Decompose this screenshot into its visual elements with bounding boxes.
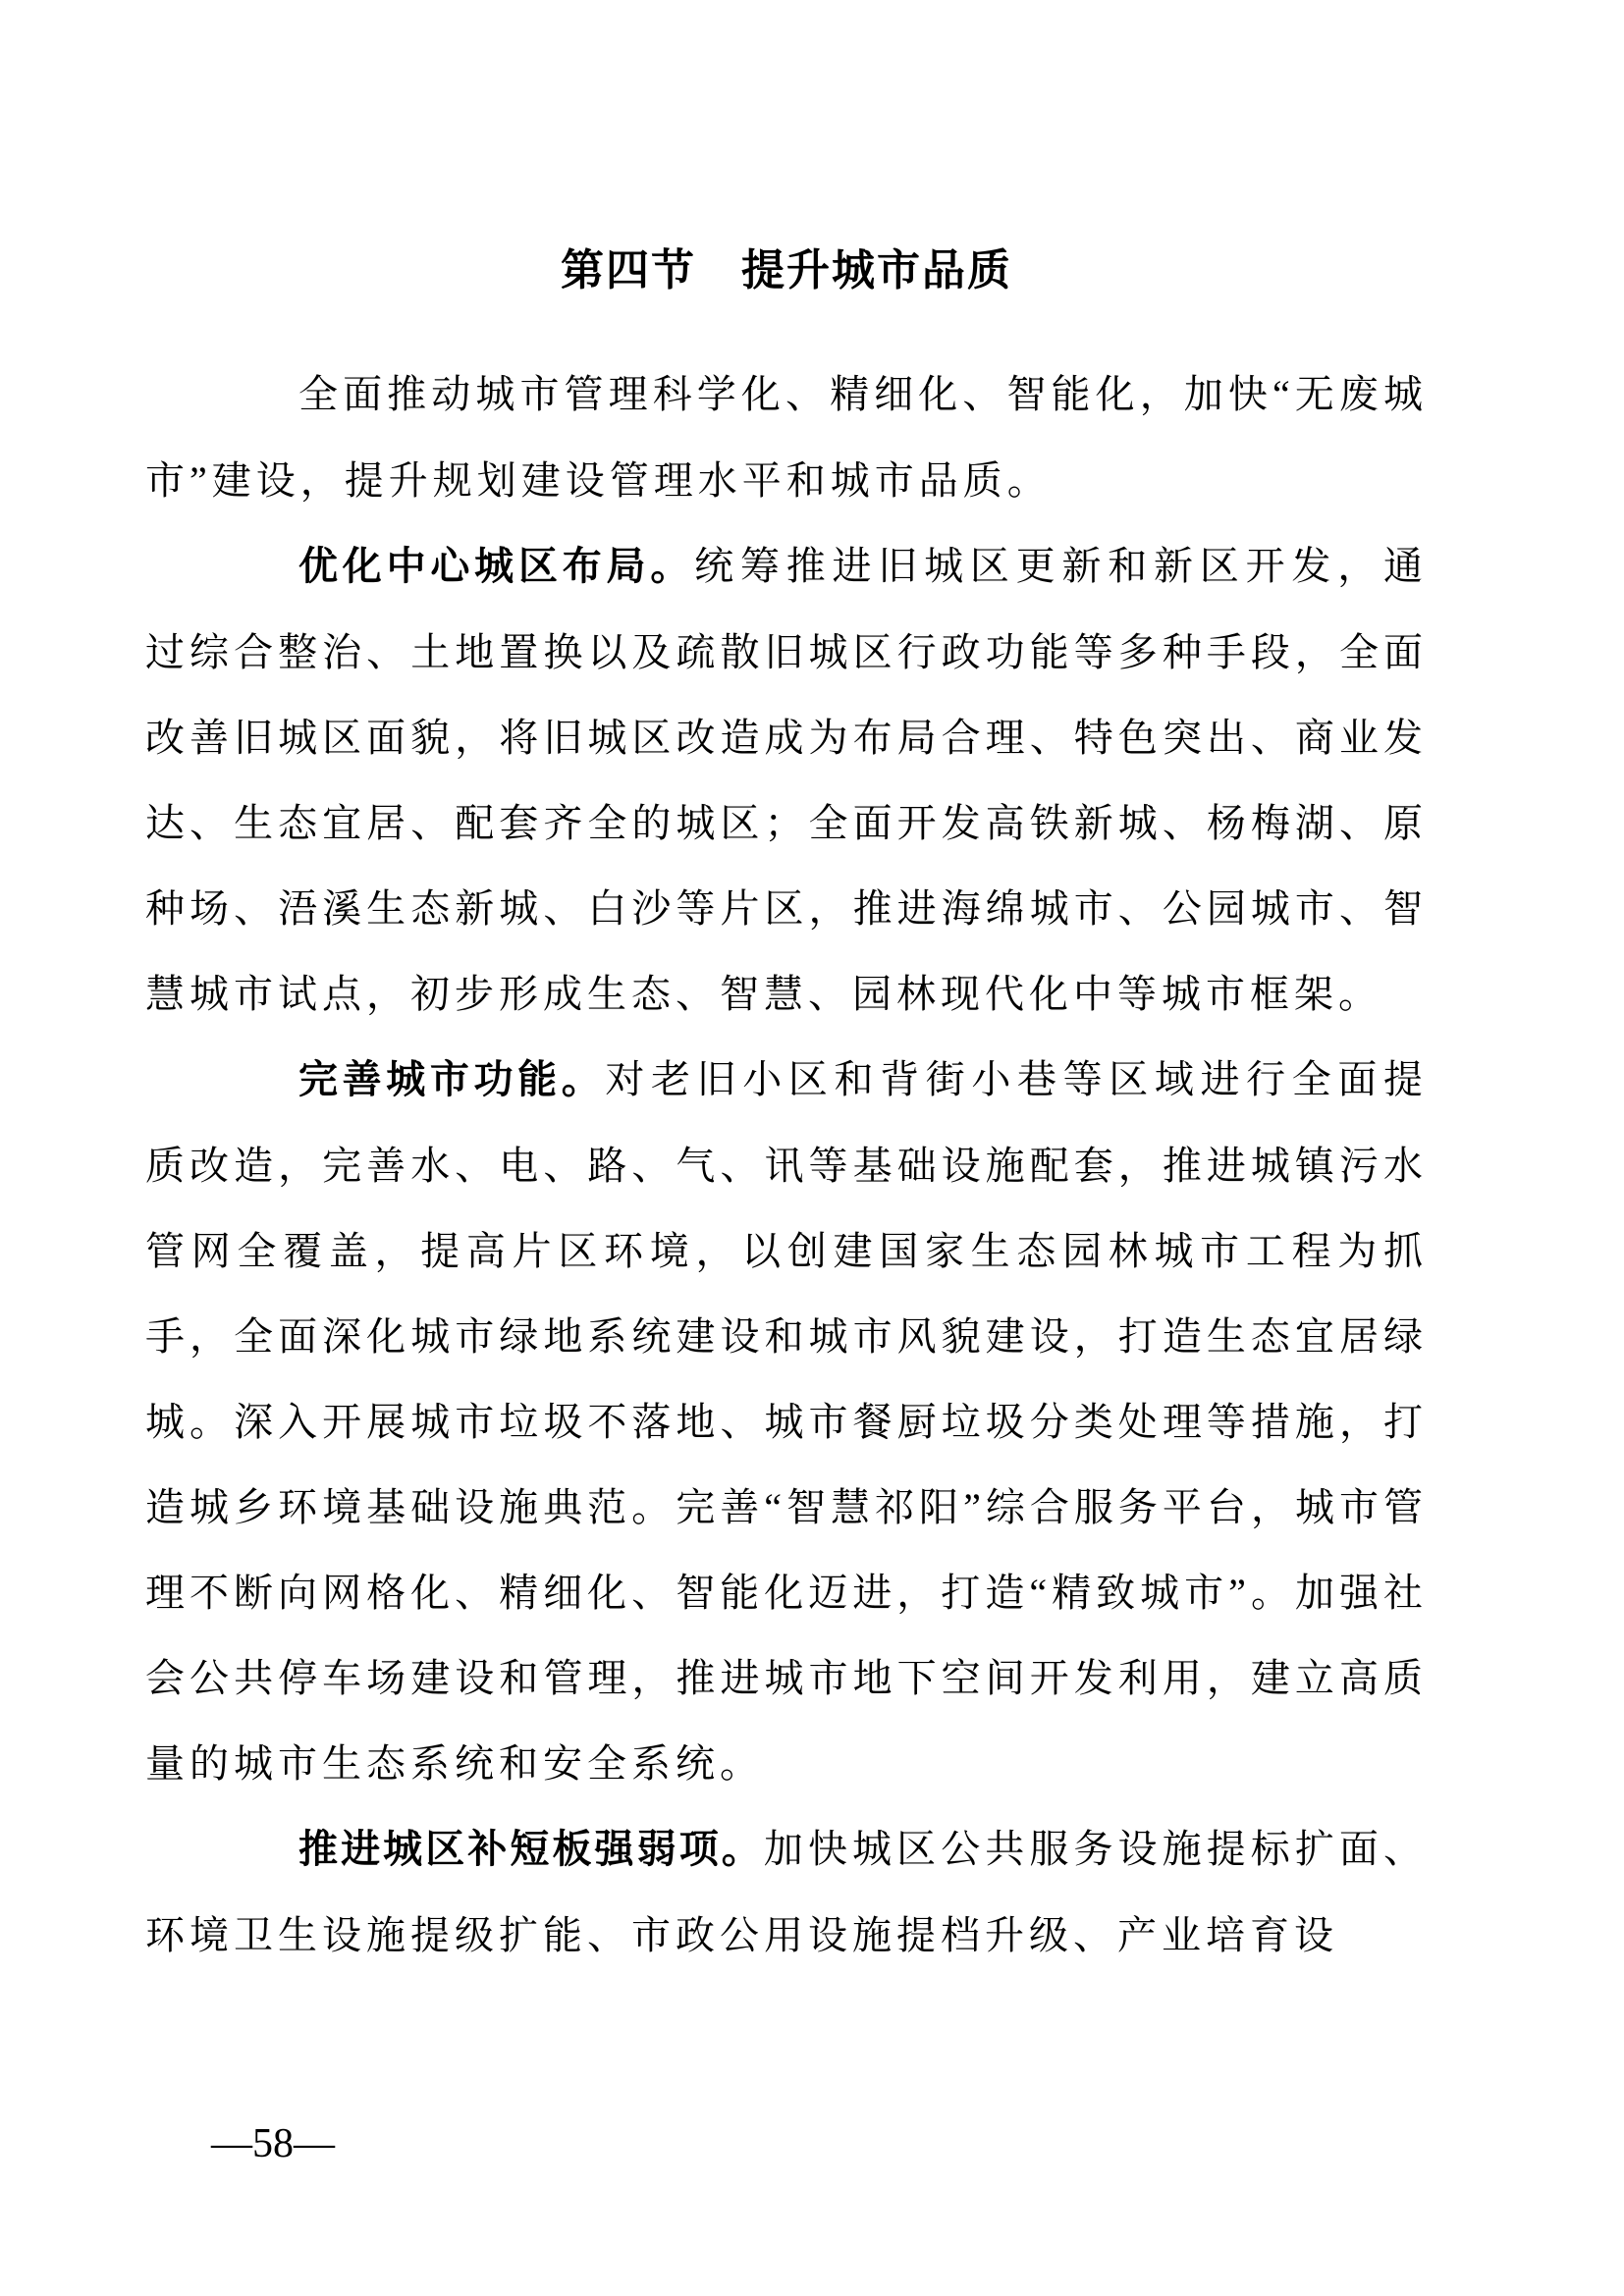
paragraph — [145, 351, 1428, 523]
section-title: 第四节 提升城市品质 — [561, 246, 1012, 294]
paragraph-lead: 完善城市功能。 — [298, 1057, 606, 1101]
paragraph-lead: 优化中心城区布局。 — [298, 544, 695, 588]
paragraph-text: 对老旧小区和背街小巷等区域进行全面提质改造，完善水、电、路、气、讯等基础设施配套，推进城镇污水管网全覆盖，提高片区环境，以创建国家生态园林城市工程为抓手，全面深化城市绿地系统建设和城市风貌建设，打造生态宜居绿城。深入开展城市垃圾不落地、城市餐厨垃圾分类处理等措施，打造城乡环境基础设施典范。完善“智慧祁阳”综合服务平台，城市管理不断向网格化、精细化、智能化迈进，打造“精致城市”。加强社会公共停车场建设和管理，推进城市地下空间开发利用，建立高质量的城市生态系统和安全系统。 — [145, 1056, 1428, 1786]
page-number: —58— — [211, 2121, 335, 2166]
paragraph-text: 统筹推进旧城区更新和新区开发，通过综合整治、土地置换以及疏散旧城区行政功能等多种手段，全面改善旧城区面貌，将旧城区改造成为布局合理、特色突出、商业发达、生态宜居、配套齐全的城区；全面开发高铁新城、杨梅湖、原种场、浯溪生态新城、白沙等片区，推进海绵城市、公园城市、智慧城市试点，初步形成生态、智慧、园林现代化中等城市框架。 — [145, 543, 1428, 1016]
paragraph — [145, 1806, 1428, 1978]
paragraph — [145, 523, 1428, 1037]
paragraph-text: 全面推动城市管理科学化、精细化、智能化，加快“无废城市”建设，提升规划建设管理水平和城市品质。 — [145, 371, 1428, 503]
paragraph-lead: 推进城区补短板强弱项。 — [298, 1827, 764, 1871]
paragraph — [145, 1037, 1428, 1806]
paragraph-text: 加快城区公共服务设施提标扩面、环境卫生设施提级扩能、市政公用设施提档升级、产业培育设 — [145, 1826, 1429, 1957]
